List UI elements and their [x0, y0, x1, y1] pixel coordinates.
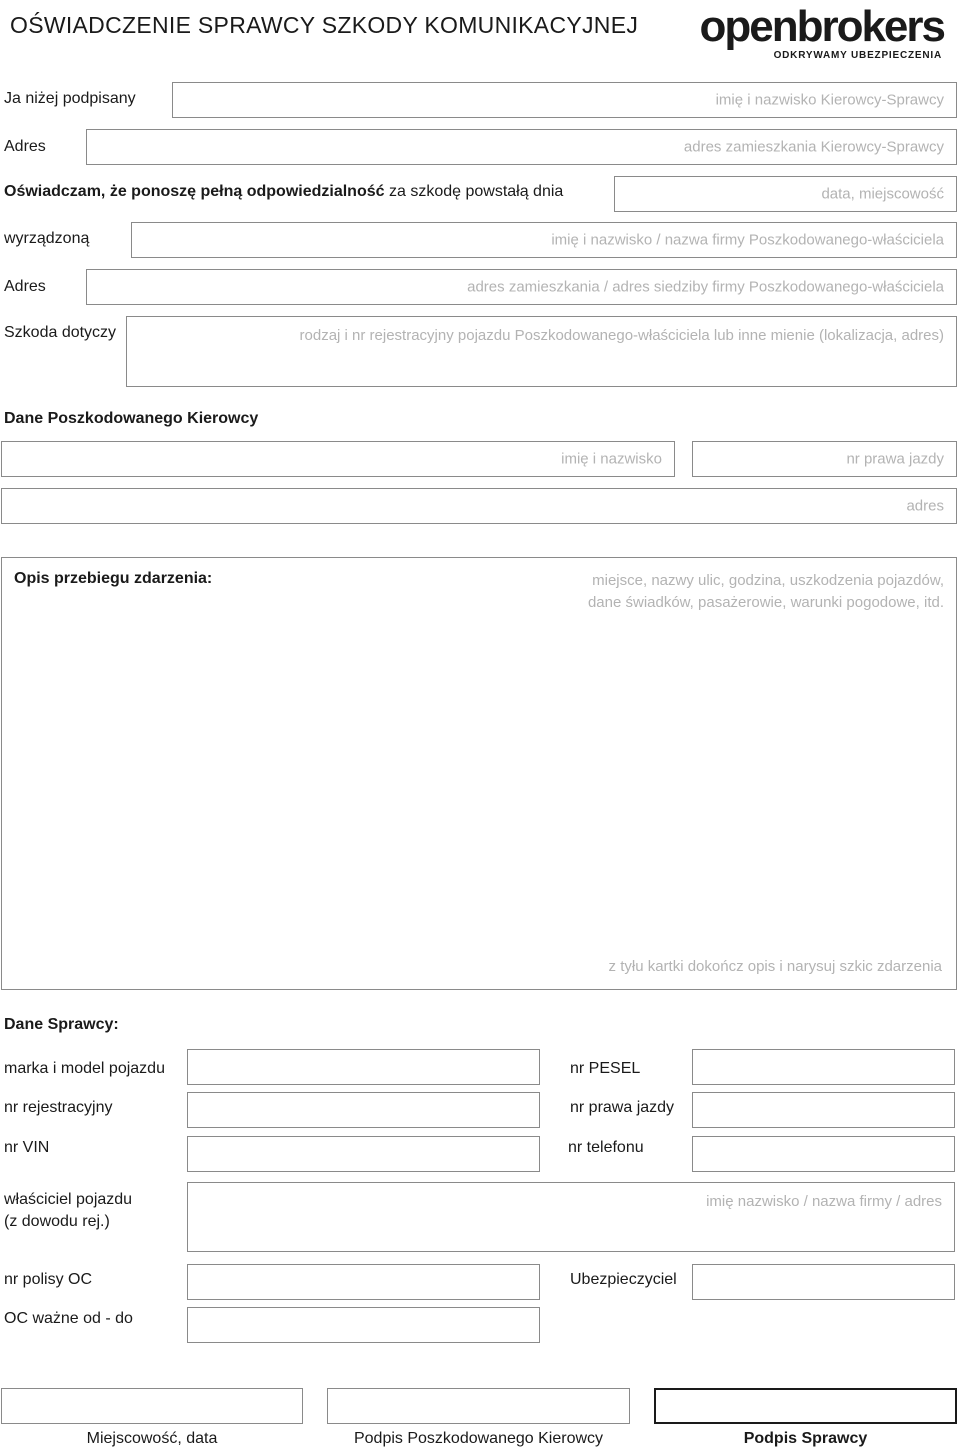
signer-address-label: Adres [4, 138, 46, 155]
injured-driver-heading: Dane Poszkodowanego Kierowcy [4, 410, 259, 427]
registration-label: nr rejestracyjny [4, 1099, 113, 1116]
incident-description-field[interactable] [1, 557, 957, 990]
injured-driver-license-field[interactable] [692, 441, 957, 477]
perpetrator-signature-box[interactable] [654, 1388, 957, 1424]
phone-field[interactable] [692, 1136, 955, 1172]
injured-signature-label: Podpis Poszkodowanego Kierowcy [353, 1430, 604, 1447]
description-hint-line2: dane świadków, pasażerowie, warunki pogodowe, itd. [587, 594, 944, 611]
vin-field[interactable] [187, 1136, 540, 1172]
registration-field[interactable] [187, 1092, 540, 1128]
injured-driver-address-placeholder: adres [906, 497, 944, 515]
description-footer-hint: z tyłu kartki dokończ opis i narysuj szkic zdarzenia [608, 958, 942, 975]
perpetrator-heading: Dane Sprawcy: [4, 1016, 119, 1033]
damage-description-placeholder: rodzaj i nr rejestracyjny pojazdu Poszkodowanego-właściciela lub inne mienie (lokalizacja, adres) [299, 327, 944, 344]
signer-name-field[interactable] [172, 82, 957, 118]
injured-driver-address-field[interactable] [1, 488, 957, 524]
make-model-field[interactable] [187, 1049, 540, 1085]
insurer-label: Ubezpieczyciel [570, 1271, 677, 1288]
owner-field[interactable] [187, 1182, 955, 1252]
victim-name-field[interactable] [131, 222, 957, 258]
injured-driver-name-field[interactable] [1, 441, 675, 477]
place-date-label: Miejscowość, data [86, 1430, 218, 1447]
damage-date-placeholder: data, miejscowość [821, 185, 944, 203]
declaration-text [4, 183, 563, 201]
caused-label: wyrządzoną [4, 230, 90, 247]
signer-address-field[interactable] [86, 129, 957, 165]
victim-address-placeholder: adres zamieszkania / adres siedziby firmy Poszkodowanego-właściciela [467, 278, 944, 296]
validity-field[interactable] [187, 1307, 540, 1343]
description-heading: Opis przebiegu zdarzenia: [14, 570, 213, 587]
owner-label-line1: właściciel pojazdu [4, 1191, 133, 1208]
make-model-label: marka i model pojazdu [4, 1060, 165, 1077]
pesel-field[interactable] [692, 1049, 955, 1085]
insurer-field[interactable] [692, 1264, 955, 1300]
owner-label [4, 1189, 132, 1233]
damage-label: Szkoda dotyczy [4, 324, 117, 341]
description-hint [588, 570, 944, 614]
signer-address-placeholder: adres zamieszkania Kierowcy-Sprawcy [683, 138, 944, 156]
place-date-signature-box[interactable] [1, 1388, 303, 1424]
injured-driver-name-placeholder: imię i nazwisko [561, 450, 662, 468]
perpetrator-signature-label: Podpis Sprawcy [743, 1430, 868, 1447]
victim-address-field[interactable] [86, 269, 957, 305]
signer-name-placeholder: imię i nazwisko Kierowcy-Sprawcy [715, 91, 944, 109]
declaration-rest: za szkodę powstałą dnia [384, 183, 564, 200]
damage-description-field[interactable] [126, 316, 957, 387]
policy-label: nr polisy OC [4, 1271, 93, 1288]
vin-label: nr VIN [4, 1139, 50, 1156]
injured-signature-box[interactable] [327, 1388, 630, 1424]
victim-name-placeholder: imię i nazwisko / nazwa firmy Poszkodowanego-właściciela [551, 231, 944, 249]
validity-label: OC ważne od - do [4, 1310, 133, 1327]
pesel-label: nr PESEL [570, 1060, 641, 1077]
signer-label: Ja niżej podpisany [4, 90, 136, 107]
owner-placeholder: imię nazwisko / nazwa firmy / adres [706, 1193, 942, 1210]
victim-address-label: Adres [4, 278, 46, 295]
license-field[interactable] [692, 1092, 955, 1128]
openbrokers-logo: openbrokers [699, 2, 944, 51]
page-title: OŚWIADCZENIE SPRAWCY SZKODY KOMUNIKACYJNEJ [10, 12, 639, 38]
owner-label-line2: (z dowodu rej.) [4, 1213, 110, 1230]
phone-label: nr telefonu [568, 1139, 644, 1156]
license-label: nr prawa jazdy [570, 1099, 675, 1116]
policy-field[interactable] [187, 1264, 540, 1300]
description-hint-line1: miejsce, nazwy ulic, godzina, uszkodzenia pojazdów, [592, 572, 944, 589]
logo-tagline: ODKRYWAMY UBEZPIECZENIA [773, 50, 942, 61]
injured-driver-license-placeholder: nr prawa jazdy [846, 450, 944, 468]
declaration-bold: Oświadczam, że ponoszę pełną odpowiedzialność [4, 183, 385, 200]
damage-date-field[interactable] [614, 176, 957, 212]
